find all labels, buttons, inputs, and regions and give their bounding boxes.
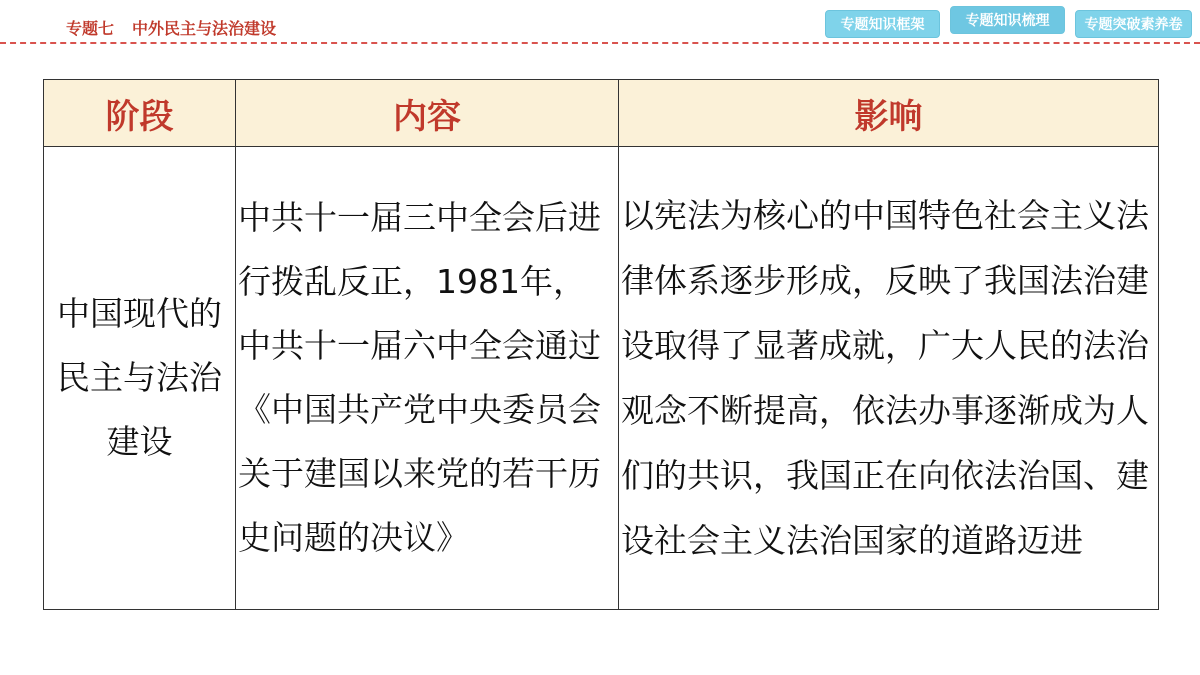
cell-stage: 中国现代的民主与法治建设: [44, 147, 236, 610]
nav-review-button[interactable]: 专题知识梳理: [950, 6, 1065, 34]
content-table: [43, 79, 1159, 610]
cell-impact: 以宪法为核心的中国特色社会主义法律体系逐步形成，反映了我国法治建设取得了显著成就，广大人民的法治观念不断提高，依法办事逐渐成为人们的共识，我国正在向依法治国、建设社会主义法治国家的道路迈进: [619, 147, 1159, 610]
table-header-row: [44, 80, 1159, 147]
chapter-title: 中外民主与法治建设: [132, 19, 277, 38]
header-divider: [0, 42, 1200, 44]
cell-content: 中共十一届三中全会后进行拨乱反正，1981年，中共十一届六中全会通过《中国共产党中央委员会关于建国以来党的若干历史问题的决议》: [236, 147, 619, 610]
header-impact: 影响: [619, 80, 1159, 147]
header-stage: 阶段: [44, 80, 236, 147]
chapter-header: [66, 16, 276, 39]
chapter-label: 专题七: [66, 19, 115, 38]
nav-breakthrough-button[interactable]: 专题突破素养卷: [1075, 10, 1192, 38]
table-row: [44, 147, 1159, 610]
nav-framework-button[interactable]: 专题知识框架: [825, 10, 940, 38]
header-content: 内容: [236, 80, 619, 147]
top-bar: [0, 0, 1200, 44]
